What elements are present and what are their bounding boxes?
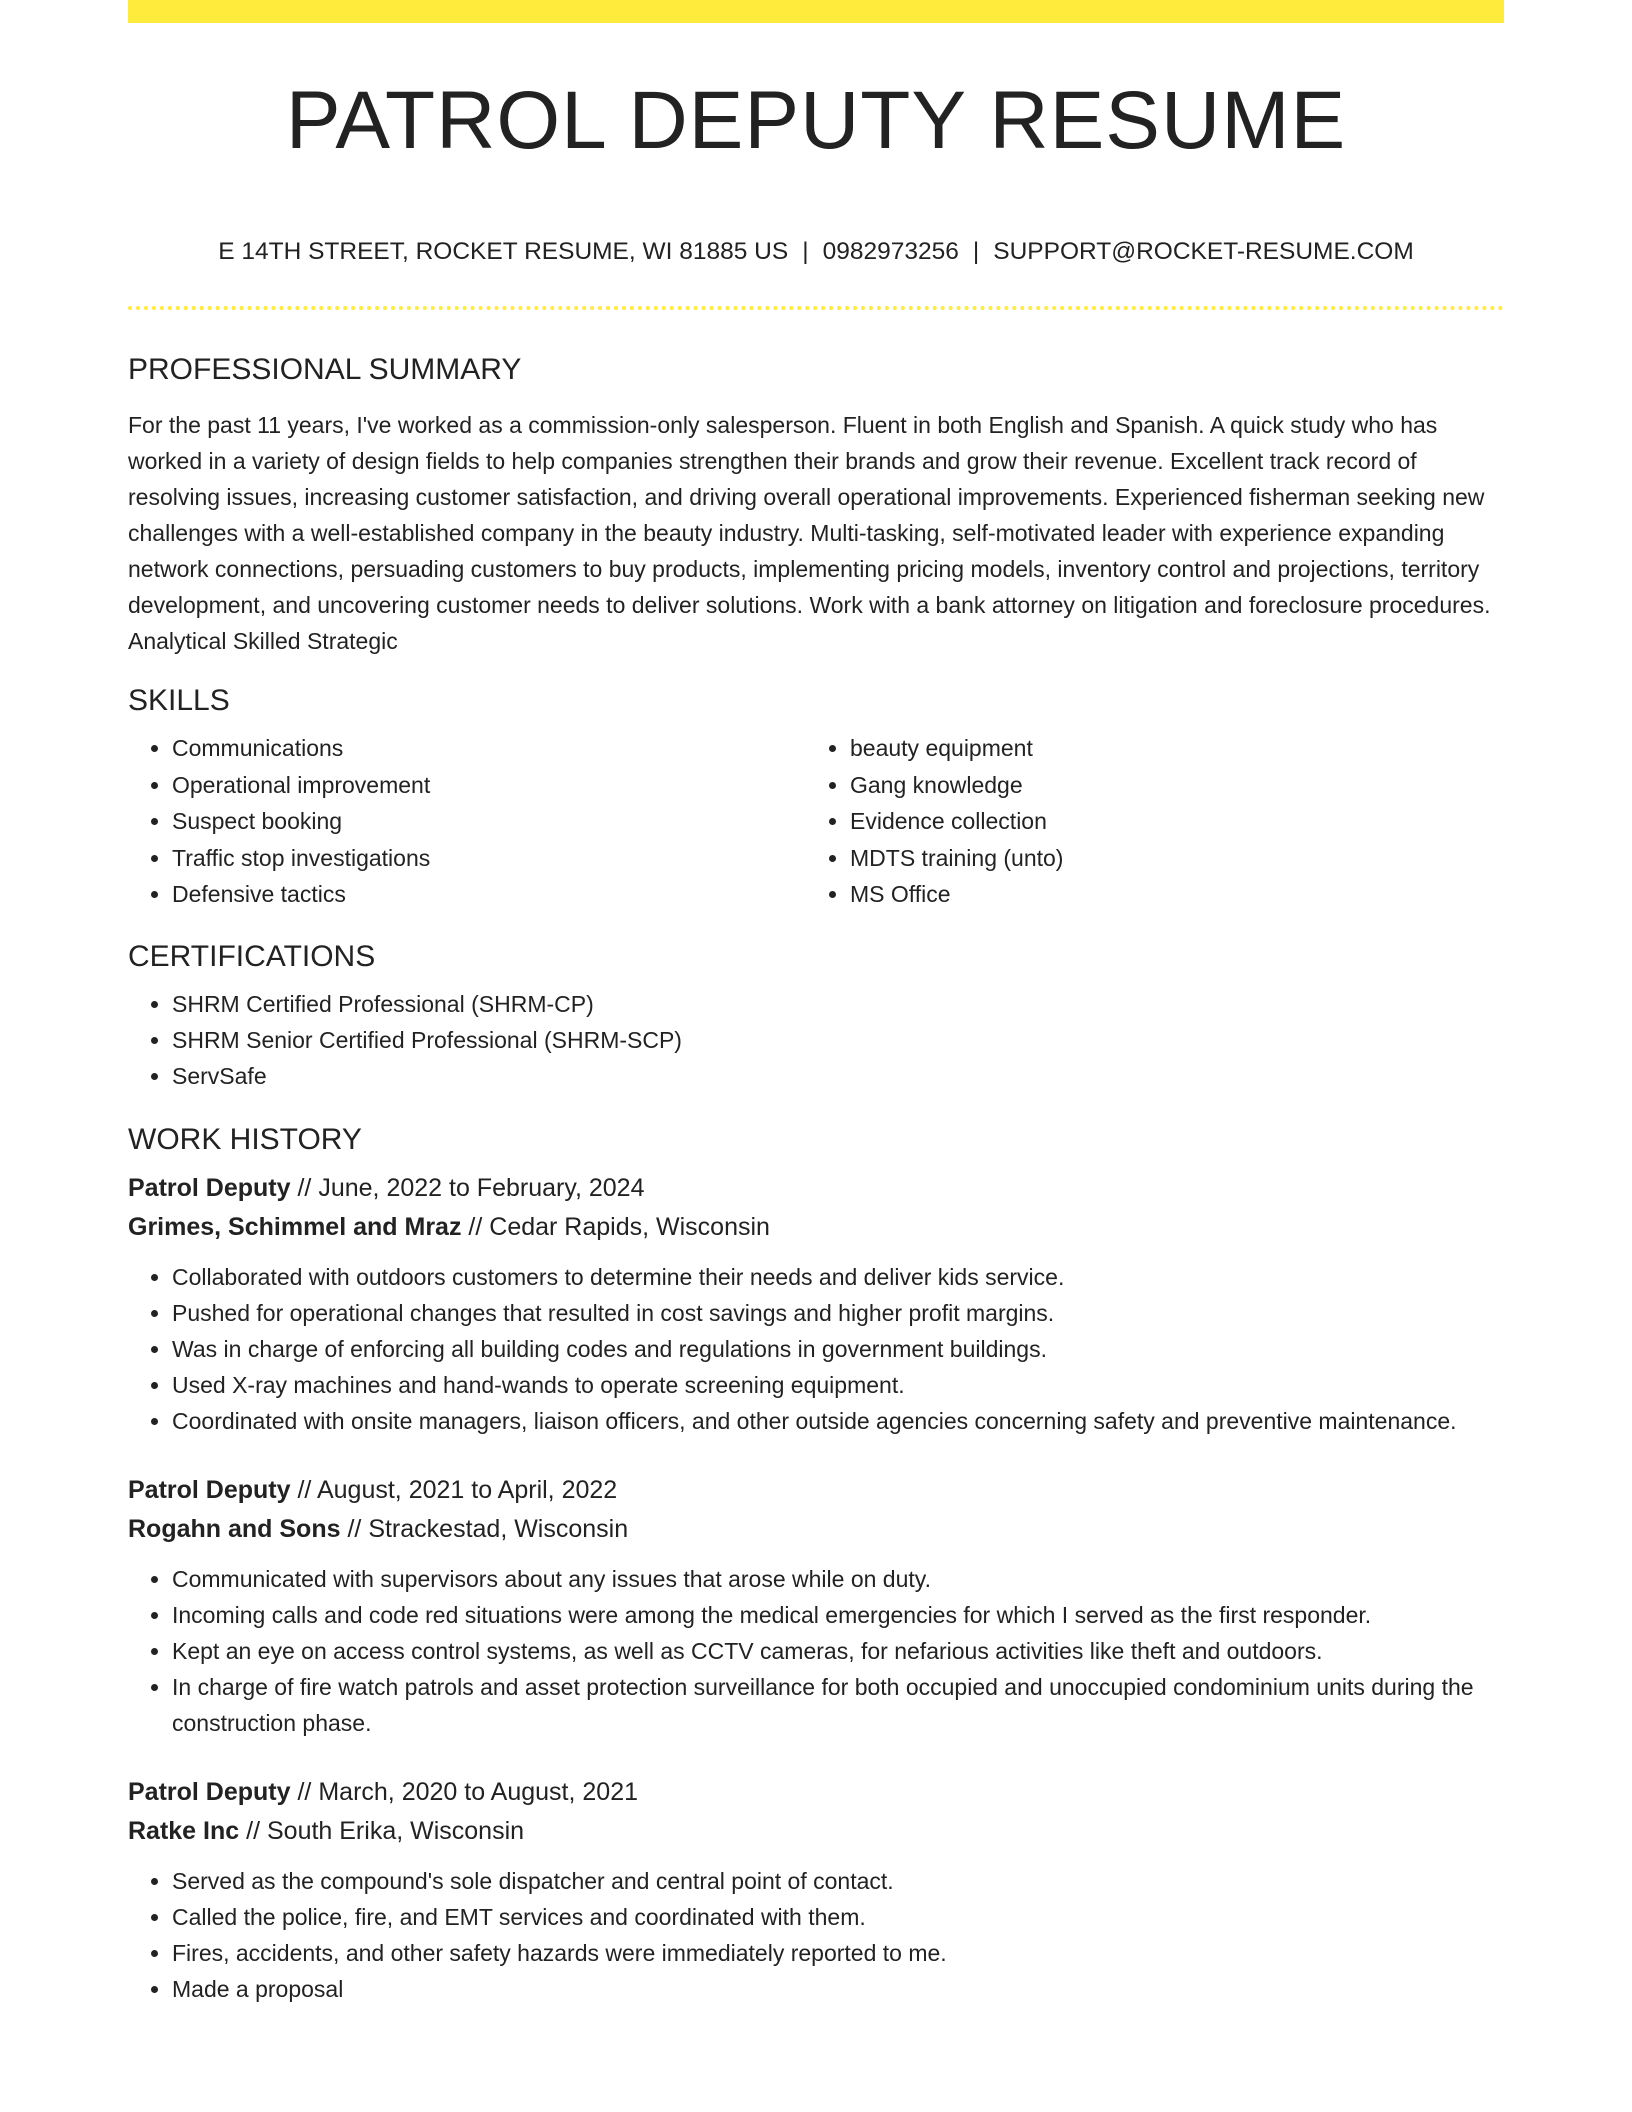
- certification-item: • SHRM Certified Professional (SHRM-CP): [172, 986, 1504, 1022]
- job-entry: [128, 1169, 1504, 1439]
- job-separator: //: [297, 1173, 312, 1202]
- job-company: Grimes, Schimmel and Mraz: [128, 1212, 462, 1241]
- job-bullet: • Was in charge of enforcing all building codes and regulations in government buildings.: [172, 1331, 1504, 1367]
- job-title-line: [128, 1773, 1504, 1812]
- job-title-line: [128, 1471, 1504, 1510]
- skills-columns: [128, 730, 1504, 913]
- job-bullet: • In charge of fire watch patrols and asset protection surveillance for both occupied and unoccupied condominium units during the construction phase.: [172, 1669, 1504, 1741]
- job-location: Strackestad, Wisconsin: [368, 1514, 629, 1543]
- certification-item: • SHRM Senior Certified Professional (SHRM-SCP): [172, 1022, 1504, 1058]
- job-dates: March, 2020 to August, 2021: [318, 1777, 639, 1806]
- job-dates: June, 2022 to February, 2024: [318, 1173, 645, 1202]
- job-bullet: • Fires, accidents, and other safety hazards were immediately reported to me.: [172, 1935, 1504, 1971]
- skill-item: • Operational improvement: [172, 767, 806, 804]
- certification-item: • ServSafe: [172, 1058, 1504, 1094]
- job-bullet: • Pushed for operational changes that resulted in cost savings and higher profit margins.: [172, 1295, 1504, 1331]
- job-separator: //: [297, 1777, 312, 1806]
- summary-heading: PROFESSIONAL SUMMARY: [128, 353, 522, 386]
- summary-text: For the past 11 years, I've worked as a commission-only salesperson. Fluent in both English and Spanish. A quick study who has worked in a variety of design fields to help companies strengthen their brands and grow their revenue. Excellent track record of resolving issues, increasing customer satisfaction, and driving overall operational improvements. Experienced fisherman seeking new challenges with a well-established company in the beauty industry. Multi-tasking, self-motivated leader with experience expanding network connections, persuading customers to buy products, implementing pricing models, inventory control and projections, territory development, and uncovering customer needs to deliver solutions. Work with a bank attorney on litigation and foreclosure procedures. Analytical Skilled Strategic: [128, 412, 1491, 654]
- contact-email: SUPPORT@ROCKET-RESUME.COM: [993, 238, 1414, 265]
- job-separator: //: [246, 1816, 261, 1845]
- job-bullet: • Made a proposal: [172, 1971, 1504, 2007]
- skill-item: • Defensive tactics: [172, 876, 806, 913]
- skill-item: • Evidence collection: [850, 803, 1484, 840]
- skills-column-left: [128, 730, 806, 913]
- job-title: Patrol Deputy: [128, 1777, 291, 1806]
- job-bullet: • Called the police, fire, and EMT services and coordinated with them.: [172, 1899, 1504, 1935]
- skill-item: • Gang knowledge: [850, 767, 1484, 804]
- skill-item: • Communications: [172, 730, 806, 767]
- job-bullets: [128, 1259, 1504, 1439]
- skill-item: • beauty equipment: [850, 730, 1484, 767]
- work-history-heading: WORK HISTORY: [128, 1122, 362, 1156]
- skill-item: • Suspect booking: [172, 803, 806, 840]
- contact-phone: 0982973256: [822, 238, 959, 265]
- accent-bar: [128, 0, 1504, 23]
- contact-separator: |: [972, 238, 980, 265]
- job-bullets: [128, 1863, 1504, 2007]
- job-title-line: [128, 1169, 1504, 1208]
- skill-item: • MDTS training (unto): [850, 840, 1484, 877]
- certifications-section: [128, 937, 1504, 1094]
- job-bullets: [128, 1561, 1504, 1741]
- contact-address: E 14TH STREET, ROCKET RESUME, WI 81885 US: [218, 238, 789, 265]
- job-bullet: • Collaborated with outdoors customers to determine their needs and deliver kids service.: [172, 1259, 1504, 1295]
- dotted-divider: [128, 306, 1504, 310]
- job-title: Patrol Deputy: [128, 1173, 291, 1202]
- skills-section: [128, 681, 1504, 913]
- work-history-section: [128, 1120, 1504, 2007]
- job-bullet: • Coordinated with onsite managers, liaison officers, and other outside agencies concerning safety and preventive maintenance.: [172, 1403, 1504, 1439]
- skills-column-right: [806, 730, 1484, 913]
- job-entry: [128, 1773, 1504, 2007]
- job-bullet: • Used X-ray machines and hand-wands to operate screening equipment.: [172, 1367, 1504, 1403]
- job-bullet: • Communicated with supervisors about any issues that arose while on duty.: [172, 1561, 1504, 1597]
- skill-item: • MS Office: [850, 876, 1484, 913]
- job-bullet: • Kept an eye on access control systems, as well as CCTV cameras, for nefarious activities like theft and outdoors.: [172, 1633, 1504, 1669]
- job-company-line: [128, 1510, 1504, 1549]
- job-bullet: • Incoming calls and code red situations were among the medical emergencies for which I served as the first responder.: [172, 1597, 1504, 1633]
- job-company-line: [128, 1208, 1504, 1247]
- contact-line: [128, 236, 1504, 268]
- summary-section: [128, 350, 1504, 659]
- job-location: Cedar Rapids, Wisconsin: [489, 1212, 770, 1241]
- job-title: Patrol Deputy: [128, 1475, 291, 1504]
- job-bullet: • Served as the compound's sole dispatcher and central point of contact.: [172, 1863, 1504, 1899]
- skill-item: • Traffic stop investigations: [172, 840, 806, 877]
- skills-list-right: [806, 730, 1484, 913]
- job-entry: [128, 1471, 1504, 1741]
- job-company: Rogahn and Sons: [128, 1514, 341, 1543]
- resume-title: PATROL DEPUTY RESUME: [285, 75, 1347, 166]
- resume-body: [128, 350, 1504, 2007]
- skills-list-left: [128, 730, 806, 913]
- job-location: South Erika, Wisconsin: [266, 1816, 525, 1845]
- job-company-line: [128, 1812, 1504, 1851]
- job-dates: August, 2021 to April, 2022: [316, 1475, 618, 1504]
- skills-heading: SKILLS: [128, 684, 230, 717]
- job-separator: //: [297, 1475, 312, 1504]
- certifications-heading: CERTIFICATIONS: [128, 939, 376, 973]
- certifications-list: [128, 986, 1504, 1094]
- job-company: Ratke Inc: [128, 1816, 240, 1845]
- job-separator: //: [468, 1212, 483, 1241]
- job-separator: //: [347, 1514, 362, 1543]
- contact-separator: |: [802, 238, 809, 265]
